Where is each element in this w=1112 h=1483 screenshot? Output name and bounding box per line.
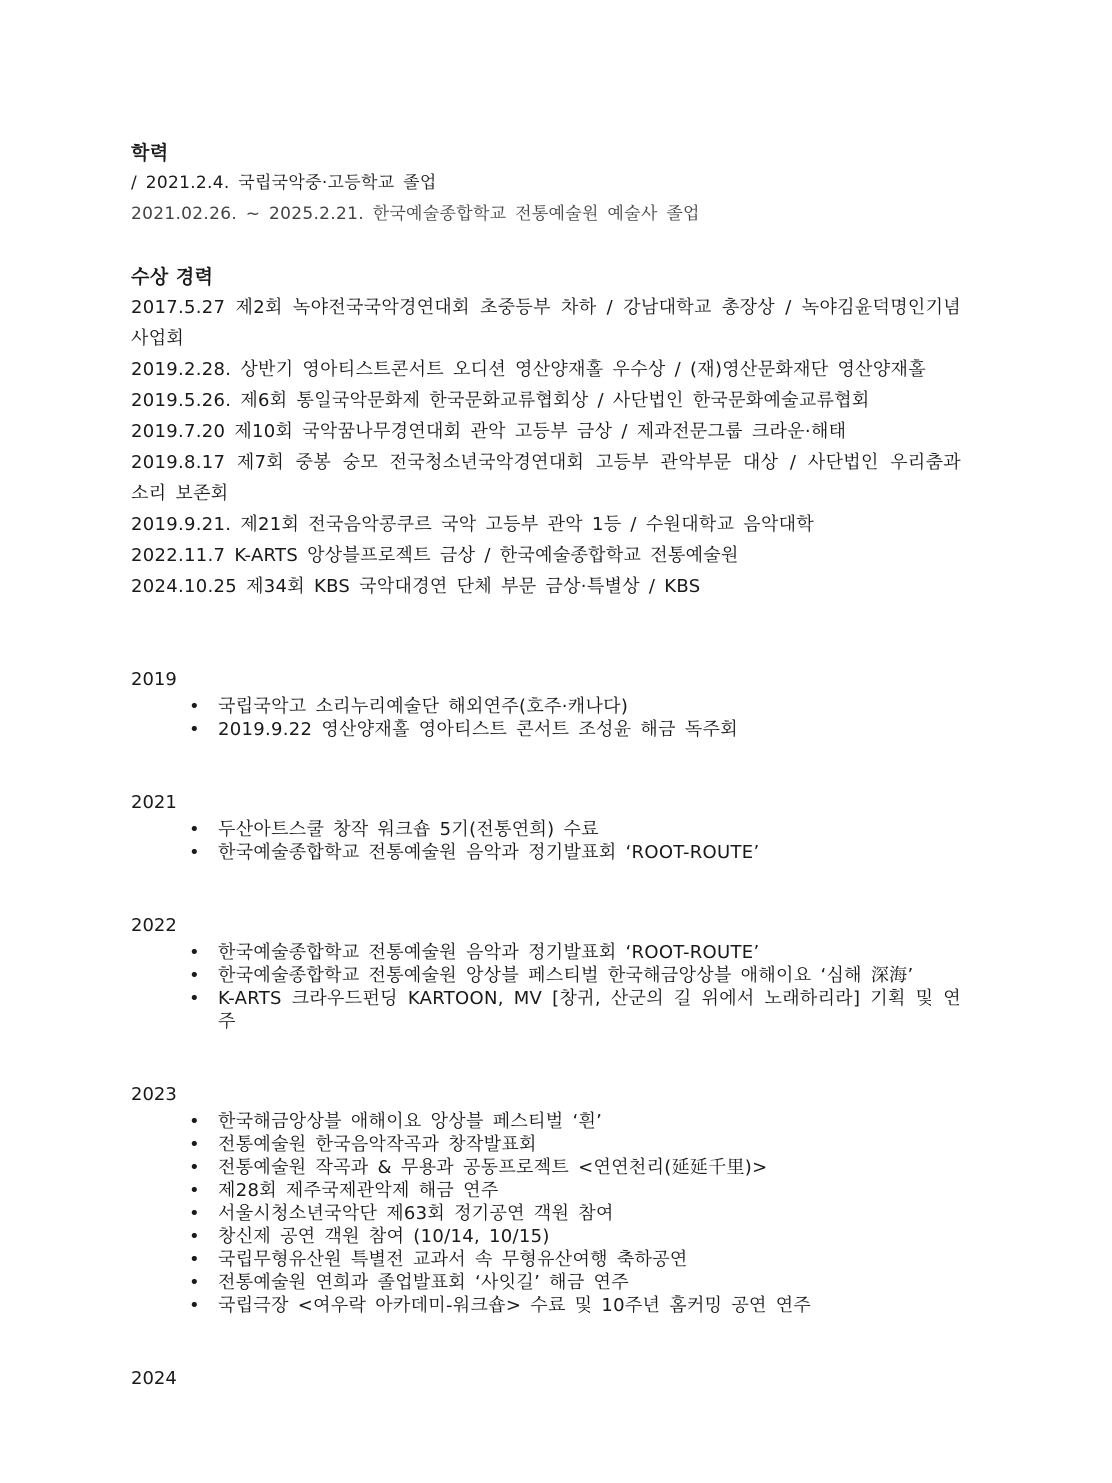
list-item: • 두산아트스쿨 창작 워크숍 5기(전통연희) 수료 xyxy=(189,819,599,840)
bullet-icon: • xyxy=(189,1180,200,1201)
activity-list xyxy=(131,941,961,1033)
list-item: • K-ARTS 크라우드펀딩 KARTOON, MV [창귀, 산군의 길 위에서 노래하리라] 기획 및 연주 xyxy=(189,988,961,1032)
education-item: / 2021.2.4. 국립국악중·고등학교 졸업 xyxy=(131,173,437,193)
year-label: 2019 xyxy=(131,669,177,690)
bullet-icon: • xyxy=(189,842,200,863)
year-section-2019 xyxy=(131,665,961,741)
year-label: 2021 xyxy=(131,792,177,813)
list-item: • 국립무형유산원 특별전 교과서 속 무형유산여행 축하공연 xyxy=(189,1249,688,1270)
list-item: • 국립극장 <여우락 아카데미-워크숍> 수료 및 10주년 홈커밍 공연 연주 xyxy=(189,1295,812,1316)
list-item: • 서울시청소년국악단 제63회 정기공연 객원 참여 xyxy=(189,1203,614,1224)
award-item: 2019.8.17 제7회 중봉 숭모 전국청소년국악경연대회 고등부 관악부문 대상 / 사단법인 우리춤과 소리 보존회 xyxy=(131,452,961,504)
year-section-2024 xyxy=(131,1364,961,1394)
list-item: • 한국예술종합학교 전통예술원 앙상블 페스티벌 한국해금앙상블 애해이요 ‘심해 深海’ xyxy=(189,965,914,986)
bullet-icon: • xyxy=(189,1203,200,1224)
bullet-icon: • xyxy=(189,1134,200,1155)
bullet-icon: • xyxy=(189,696,200,717)
list-item: • 전통예술원 연희과 졸업발표회 ‘사잇길’ 해금 연주 xyxy=(189,1272,629,1293)
resume-document xyxy=(131,138,961,1394)
year-section-2023 xyxy=(131,1080,961,1317)
bullet-icon: • xyxy=(189,1272,200,1293)
list-item: • 한국해금앙상블 애해이요 앙상블 페스티벌 ‘흰’ xyxy=(189,1111,603,1132)
list-item: • 한국예술종합학교 전통예술원 음악과 정기발표회 ‘ROOT-ROUTE’ xyxy=(189,842,760,863)
bullet-icon: • xyxy=(189,819,200,840)
awards-heading: 수상 경력 xyxy=(131,266,214,288)
bullet-icon: • xyxy=(189,988,200,1009)
year-label: 2023 xyxy=(131,1084,177,1105)
list-item: • 국립국악고 소리누리예술단 해외연주(호주·캐나다) xyxy=(189,696,629,717)
bullet-icon: • xyxy=(189,719,200,740)
award-item: 2024.10.25 제34회 KBS 국악대경연 단체 부문 금상·특별상 / KBS xyxy=(131,576,701,597)
awards-section xyxy=(131,262,961,602)
activity-list xyxy=(131,818,961,864)
year-section-2022 xyxy=(131,911,961,1033)
list-item: • 제28회 제주국제관악제 해금 연주 xyxy=(189,1180,499,1201)
bullet-icon: • xyxy=(189,1111,200,1132)
activity-list xyxy=(131,695,961,741)
award-item: 2019.9.21. 제21회 전국음악콩쿠르 국악 고등부 관악 1등 / 수원대학교 음악대학 xyxy=(131,514,815,535)
year-label: 2024 xyxy=(131,1368,177,1389)
award-item: 2019.7.20 제10회 국악꿈나무경연대회 관악 고등부 금상 / 제과전문그룹 크라운·해태 xyxy=(131,421,847,442)
bullet-icon: • xyxy=(189,1226,200,1247)
education-item: 2021.02.26. ~ 2025.2.21. 한국예술종합학교 전통예술원 예술사 졸업 xyxy=(131,204,700,224)
list-item: • 전통예술원 한국음악작곡과 창작발표회 xyxy=(189,1134,537,1155)
bullet-icon: • xyxy=(189,1295,200,1316)
award-item: 2022.11.7 K-ARTS 앙상블프로젝트 금상 / 한국예술종합학교 전통예술원 xyxy=(131,545,739,566)
year-label: 2022 xyxy=(131,915,177,936)
bullet-icon: • xyxy=(189,1157,200,1178)
bullet-icon: • xyxy=(189,965,200,986)
activity-list xyxy=(131,1110,961,1317)
list-item: • 2019.9.22 영산양재홀 영아티스트 콘서트 조성윤 해금 독주회 xyxy=(189,719,738,740)
education-heading: 학력 xyxy=(131,142,169,164)
list-item: • 창신제 공연 객원 참여 (10/14, 10/15) xyxy=(189,1226,550,1247)
year-section-2021 xyxy=(131,788,961,864)
bullet-icon: • xyxy=(189,1249,200,1270)
award-item: 2017.5.27 제2회 녹야전국국악경연대회 초중등부 차하 / 강남대학교 총장상 / 녹야김윤덕명인기념사업회 xyxy=(131,297,961,349)
award-item: 2019.2.28. 상반기 영아티스트콘서트 오디션 영산양재홀 우수상 / (재)영산문화재단 영산양재홀 xyxy=(131,359,926,380)
list-item: • 전통예술원 작곡과 & 무용과 공동프로젝트 <연연천리(延延千里)> xyxy=(189,1157,768,1178)
list-item: • 한국예술종합학교 전통예술원 음악과 정기발표회 ‘ROOT-ROUTE’ xyxy=(189,942,760,963)
bullet-icon: • xyxy=(189,942,200,963)
award-item: 2019.5.26. 제6회 통일국악문화제 한국문화교류협회상 / 사단법인 한국문화예술교류협회 xyxy=(131,390,870,411)
education-section xyxy=(131,138,961,230)
